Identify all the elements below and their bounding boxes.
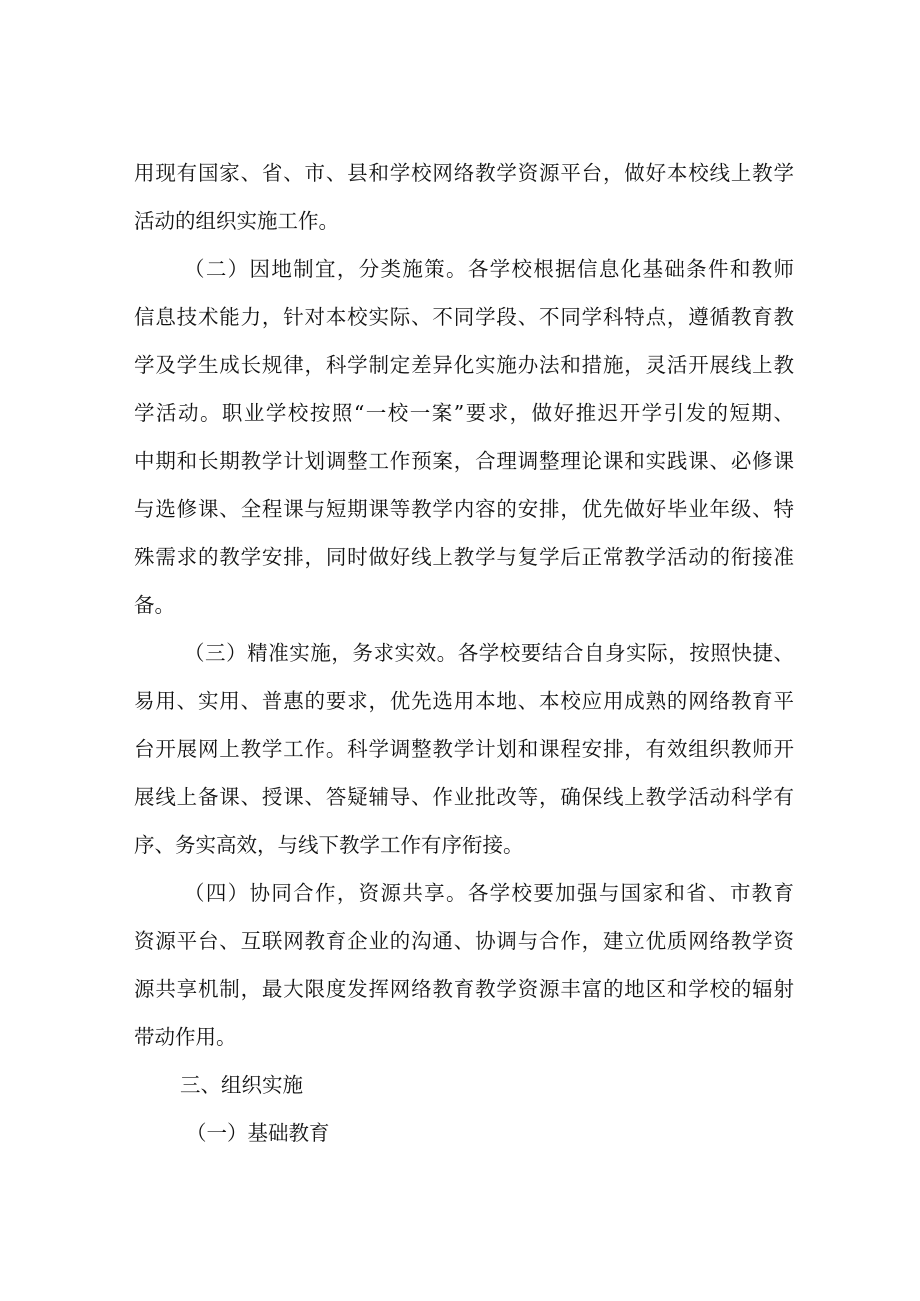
text-line: 殊需求的教学安排，同时做好线上教学与复学后正常教学活动的衔接准 bbox=[134, 545, 794, 569]
text-line: 展线上备课、授课、答疑辅导、作业批改等，确保线上教学活动科学有 bbox=[134, 785, 794, 809]
section-heading: 三、组织实施 bbox=[180, 1073, 303, 1097]
text-line: 信息技术能力，针对本校实际、不同学段、不同学科特点，遵循教育教 bbox=[134, 305, 794, 329]
text-line: 易用、实用、普惠的要求，优先选用本地、本校应用成熟的网络教育平 bbox=[134, 689, 794, 713]
text-line: 资源平台、互联网教育企业的沟通、协调与合作，建立优质网络教学资 bbox=[134, 929, 794, 953]
text-line: 序、务实高效，与线下教学工作有序衔接。 bbox=[134, 833, 524, 857]
text-line: 中期和长期教学计划调整工作预案，合理调整理论课和实践课、必修课 bbox=[134, 449, 794, 473]
subsection-heading: （一）基础教育 bbox=[186, 1121, 330, 1145]
paragraph-first-line: （四）协同合作，资源共享。各学校要加强与国家和省、市教育 bbox=[184, 881, 794, 905]
paragraph-first-line: （二）因地制宜，分类施策。各学校根据信息化基础条件和教师 bbox=[184, 257, 794, 281]
paragraph-first-line: （三）精准实施，务求实效。各学校要结合自身实际，按照快捷、 bbox=[184, 641, 794, 665]
text-line: 源共享机制，最大限度发挥网络教育教学资源丰富的地区和学校的辐射 bbox=[134, 977, 794, 1001]
text-line: 活动的组织实施工作。 bbox=[134, 209, 339, 233]
text-line: 用现有国家、省、市、县和学校网络教学资源平台，做好本校线上教学 bbox=[134, 161, 794, 185]
text-line: 学活动。职业学校按照“一校一案”要求，做好推迟开学引发的短期、 bbox=[134, 401, 794, 425]
text-line: 备。 bbox=[134, 593, 175, 617]
text-line: 学及学生成长规律，科学制定差异化实施办法和措施，灵活开展线上教 bbox=[134, 353, 794, 377]
text-line: 与选修课、全程课与短期课等教学内容的安排，优先做好毕业年级、特 bbox=[134, 497, 794, 521]
text-line: 台开展网上教学工作。科学调整教学计划和课程安排，有效组织教师开 bbox=[134, 737, 794, 761]
text-line: 带动作用。 bbox=[134, 1025, 237, 1049]
